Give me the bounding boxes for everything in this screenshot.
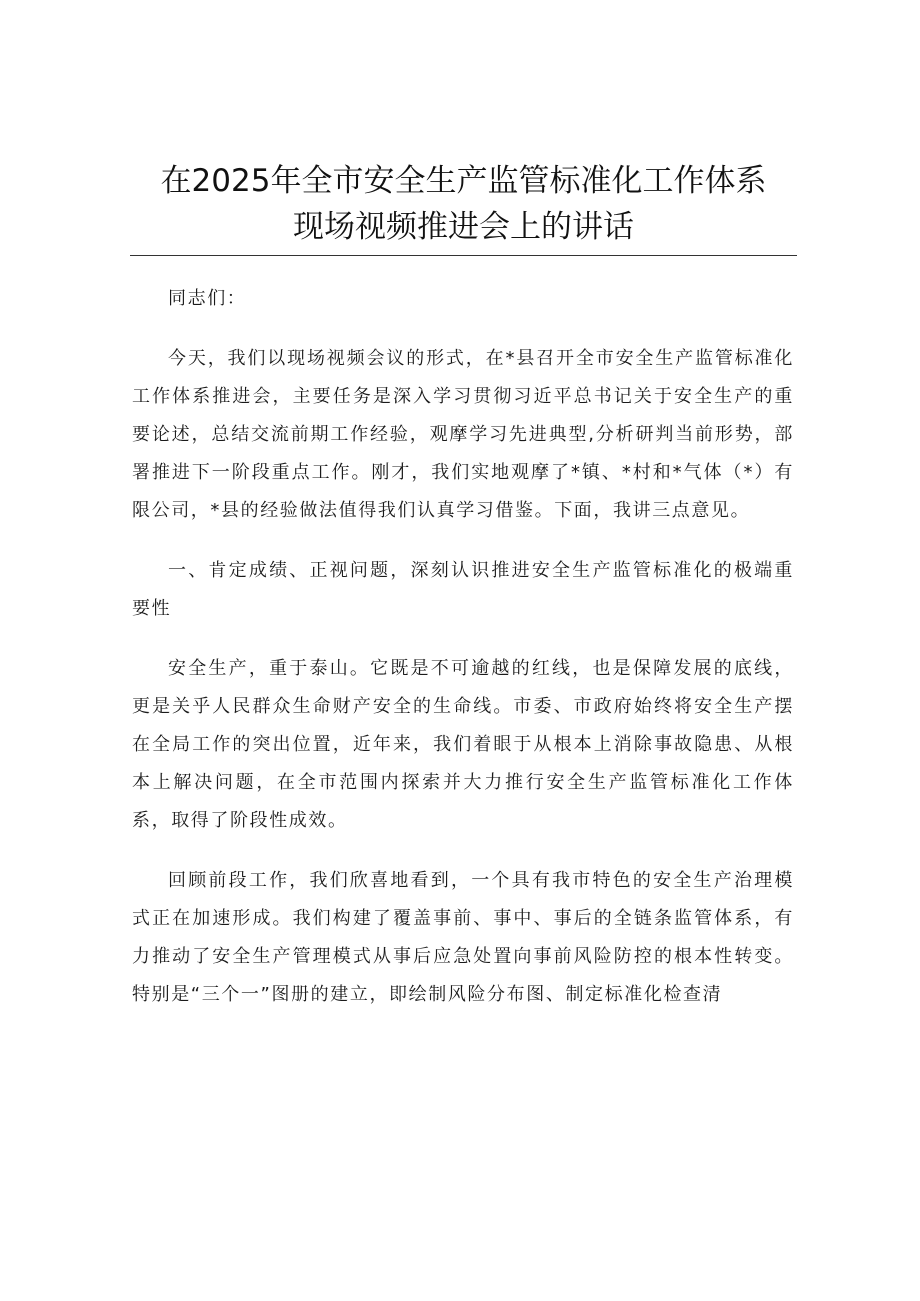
title-underline [130, 255, 797, 256]
document-body [132, 280, 794, 1014]
title-line-1: 在2025年全市安全生产监管标准化工作体系 [160, 163, 767, 199]
document-title [130, 158, 797, 250]
paragraph-safety: 安全生产，重于泰山。它既是不可逾越的红线，也是保障发展的底线，更是关乎人民群众生命财产安全的生命线。市委、市政府始终将安全生产摆在全局工作的突出位置，近年来，我们着眼于从根本上消除事故隐患、从根本上解决问题，在全市范围内探索并大力推行安全生产监管标准化工作体系，取得了阶段性成效。 [132, 658, 794, 831]
salutation: 同志们： [168, 288, 247, 309]
title-line-2: 现场视频推进会上的讲话 [293, 209, 634, 245]
paragraph-review: 回顾前段工作，我们欣喜地看到，一个具有我市特色的安全生产治理模式正在加速形成。我们构建了覆盖事前、事中、事后的全链条监管体系，有力推动了安全生产管理模式从事后应急处置向事前风险防控的根本性转变。特别是“三个一”图册的建立，即绘制风险分布图、制定标准化检查清 [132, 870, 794, 1005]
section-heading-1: 一、肯定成绩、正视问题，深刻认识推进安全生产监管标准化的极端重要性 [132, 560, 794, 619]
paragraph-intro: 今天，我们以现场视频会议的形式，在*县召开全市安全生产监管标准化工作体系推进会，主要任务是深入学习贯彻习近平总书记关于安全生产的重要论述，总结交流前期工作经验，观摩学习先进典型,分析研判当前形势，部署推进下一阶段重点工作。刚才，我们实地观摩了*镇、*村和*气体（*）有限公司，*县的经验做法值得我们认真学习借鉴。下面，我讲三点意见。 [132, 348, 794, 521]
